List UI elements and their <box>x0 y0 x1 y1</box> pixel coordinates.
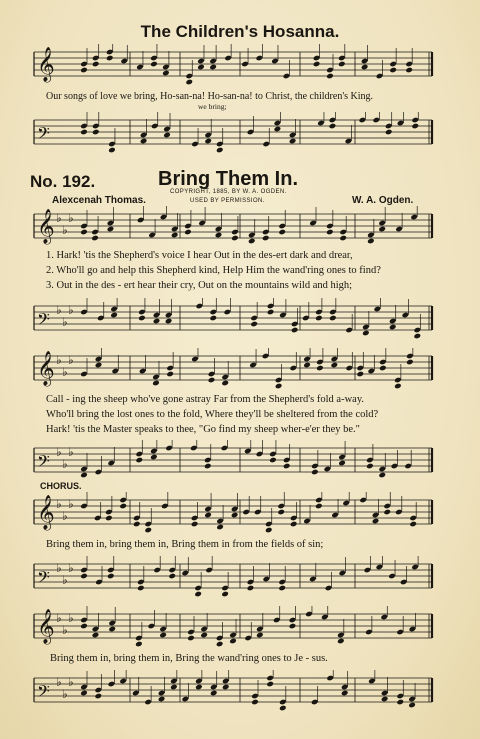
chorus-label: CHORUS. <box>40 481 82 491</box>
svg-text:𝄢: 𝄢 <box>37 451 50 475</box>
svg-text:♭: ♭ <box>56 497 62 511</box>
author-credit: Alexcenah Thomas. <box>52 195 146 206</box>
svg-text:♭: ♭ <box>68 353 74 367</box>
composer-credit: W. A. Ogden. <box>352 195 414 206</box>
svg-text:𝄞: 𝄞 <box>37 209 55 244</box>
svg-text:♭: ♭ <box>62 509 68 523</box>
staff-system-3-treble <box>0 348 480 394</box>
hymn-title: Bring Them In. <box>158 168 298 190</box>
svg-text:♭: ♭ <box>68 675 74 689</box>
svg-text:♭: ♭ <box>56 211 62 225</box>
svg-text:𝄞: 𝄞 <box>37 495 55 530</box>
svg-text:𝄢: 𝄢 <box>37 681 50 705</box>
svg-text:♭: ♭ <box>62 315 68 329</box>
chorus-line-2: Bring them in, bring them in, Bring the wand'ring ones to Je - sus. <box>50 653 328 664</box>
svg-text:♭: ♭ <box>68 445 74 459</box>
staff-system-1-bass <box>0 112 480 158</box>
svg-text:𝄢: 𝄢 <box>37 123 50 147</box>
staff-system-1-treble <box>0 44 480 90</box>
svg-text:𝄞: 𝄞 <box>37 47 55 82</box>
svg-text:♭: ♭ <box>68 497 74 511</box>
svg-text:♭: ♭ <box>56 611 62 625</box>
svg-text:♭: ♭ <box>62 687 68 701</box>
svg-text:♭: ♭ <box>56 303 62 317</box>
permission-line: USED BY PERMISSION. <box>190 198 265 204</box>
verse-3-line-2: Hark! 'tis the Master speaks to thee, "Go find my sheep wher-e'er they be." <box>46 424 360 435</box>
previous-hymn-title: The Children's Hosanna. <box>140 22 340 41</box>
chorus-line-1: Bring them in, bring them in, Bring them in from the fields of sin; <box>46 539 324 550</box>
staff-system-2-bass <box>0 298 480 344</box>
staff-system-3-bass <box>0 440 480 486</box>
svg-text:♭: ♭ <box>68 211 74 225</box>
verse-1-line-1: 1. Hark! 'tis the Shepherd's voice I hear Out in the des-ert dark and drear, <box>46 250 353 261</box>
verse-3-line-1: 3. Out in the des - ert hear their cry, Out on the mountains wild and high; <box>46 280 353 291</box>
svg-text:♭: ♭ <box>56 445 62 459</box>
hymn-number: No. 192. <box>30 172 96 191</box>
svg-text:♭: ♭ <box>68 303 74 317</box>
svg-text:♭: ♭ <box>62 365 68 379</box>
verse-2-line-1: 2. Who'll go and help this Shepherd kind, Help Him the wand'ring ones to find? <box>46 265 381 276</box>
verse-1-line-2: Call - ing the sheep who've gone astray Far from the Shepherd's fold a-way. <box>46 394 365 405</box>
staff-system-5-treble <box>0 606 480 652</box>
previous-hymn-echo: we bring; <box>198 102 227 111</box>
svg-text:𝄢: 𝄢 <box>37 309 50 333</box>
svg-text:♭: ♭ <box>62 457 68 471</box>
svg-text:♭: ♭ <box>62 573 68 587</box>
svg-text:𝄢: 𝄢 <box>37 567 50 591</box>
svg-text:♭: ♭ <box>68 611 74 625</box>
staff-system-4-treble <box>0 492 480 538</box>
copyright-line: COPYRIGHT, 1885, BY W. A. OGDEN. <box>170 189 287 195</box>
svg-text:𝄞: 𝄞 <box>37 351 55 386</box>
svg-text:♭: ♭ <box>62 623 68 637</box>
svg-text:♭: ♭ <box>56 675 62 689</box>
staff-system-2-treble <box>0 206 480 252</box>
svg-text:𝄞: 𝄞 <box>37 609 55 644</box>
previous-hymn-lyric: Our songs of love we bring, Ho-san-na! Ho-san-na! to Christ, the children's King. <box>46 91 374 102</box>
svg-text:♭: ♭ <box>56 353 62 367</box>
svg-text:♭: ♭ <box>62 223 68 237</box>
verse-2-line-2: Who'll bring the lost ones to the fold, Where they'll be sheltered from the cold? <box>46 409 379 420</box>
staff-system-5-bass <box>0 670 480 716</box>
svg-text:♭: ♭ <box>68 561 74 575</box>
svg-text:♭: ♭ <box>56 561 62 575</box>
staff-system-4-bass <box>0 556 480 602</box>
